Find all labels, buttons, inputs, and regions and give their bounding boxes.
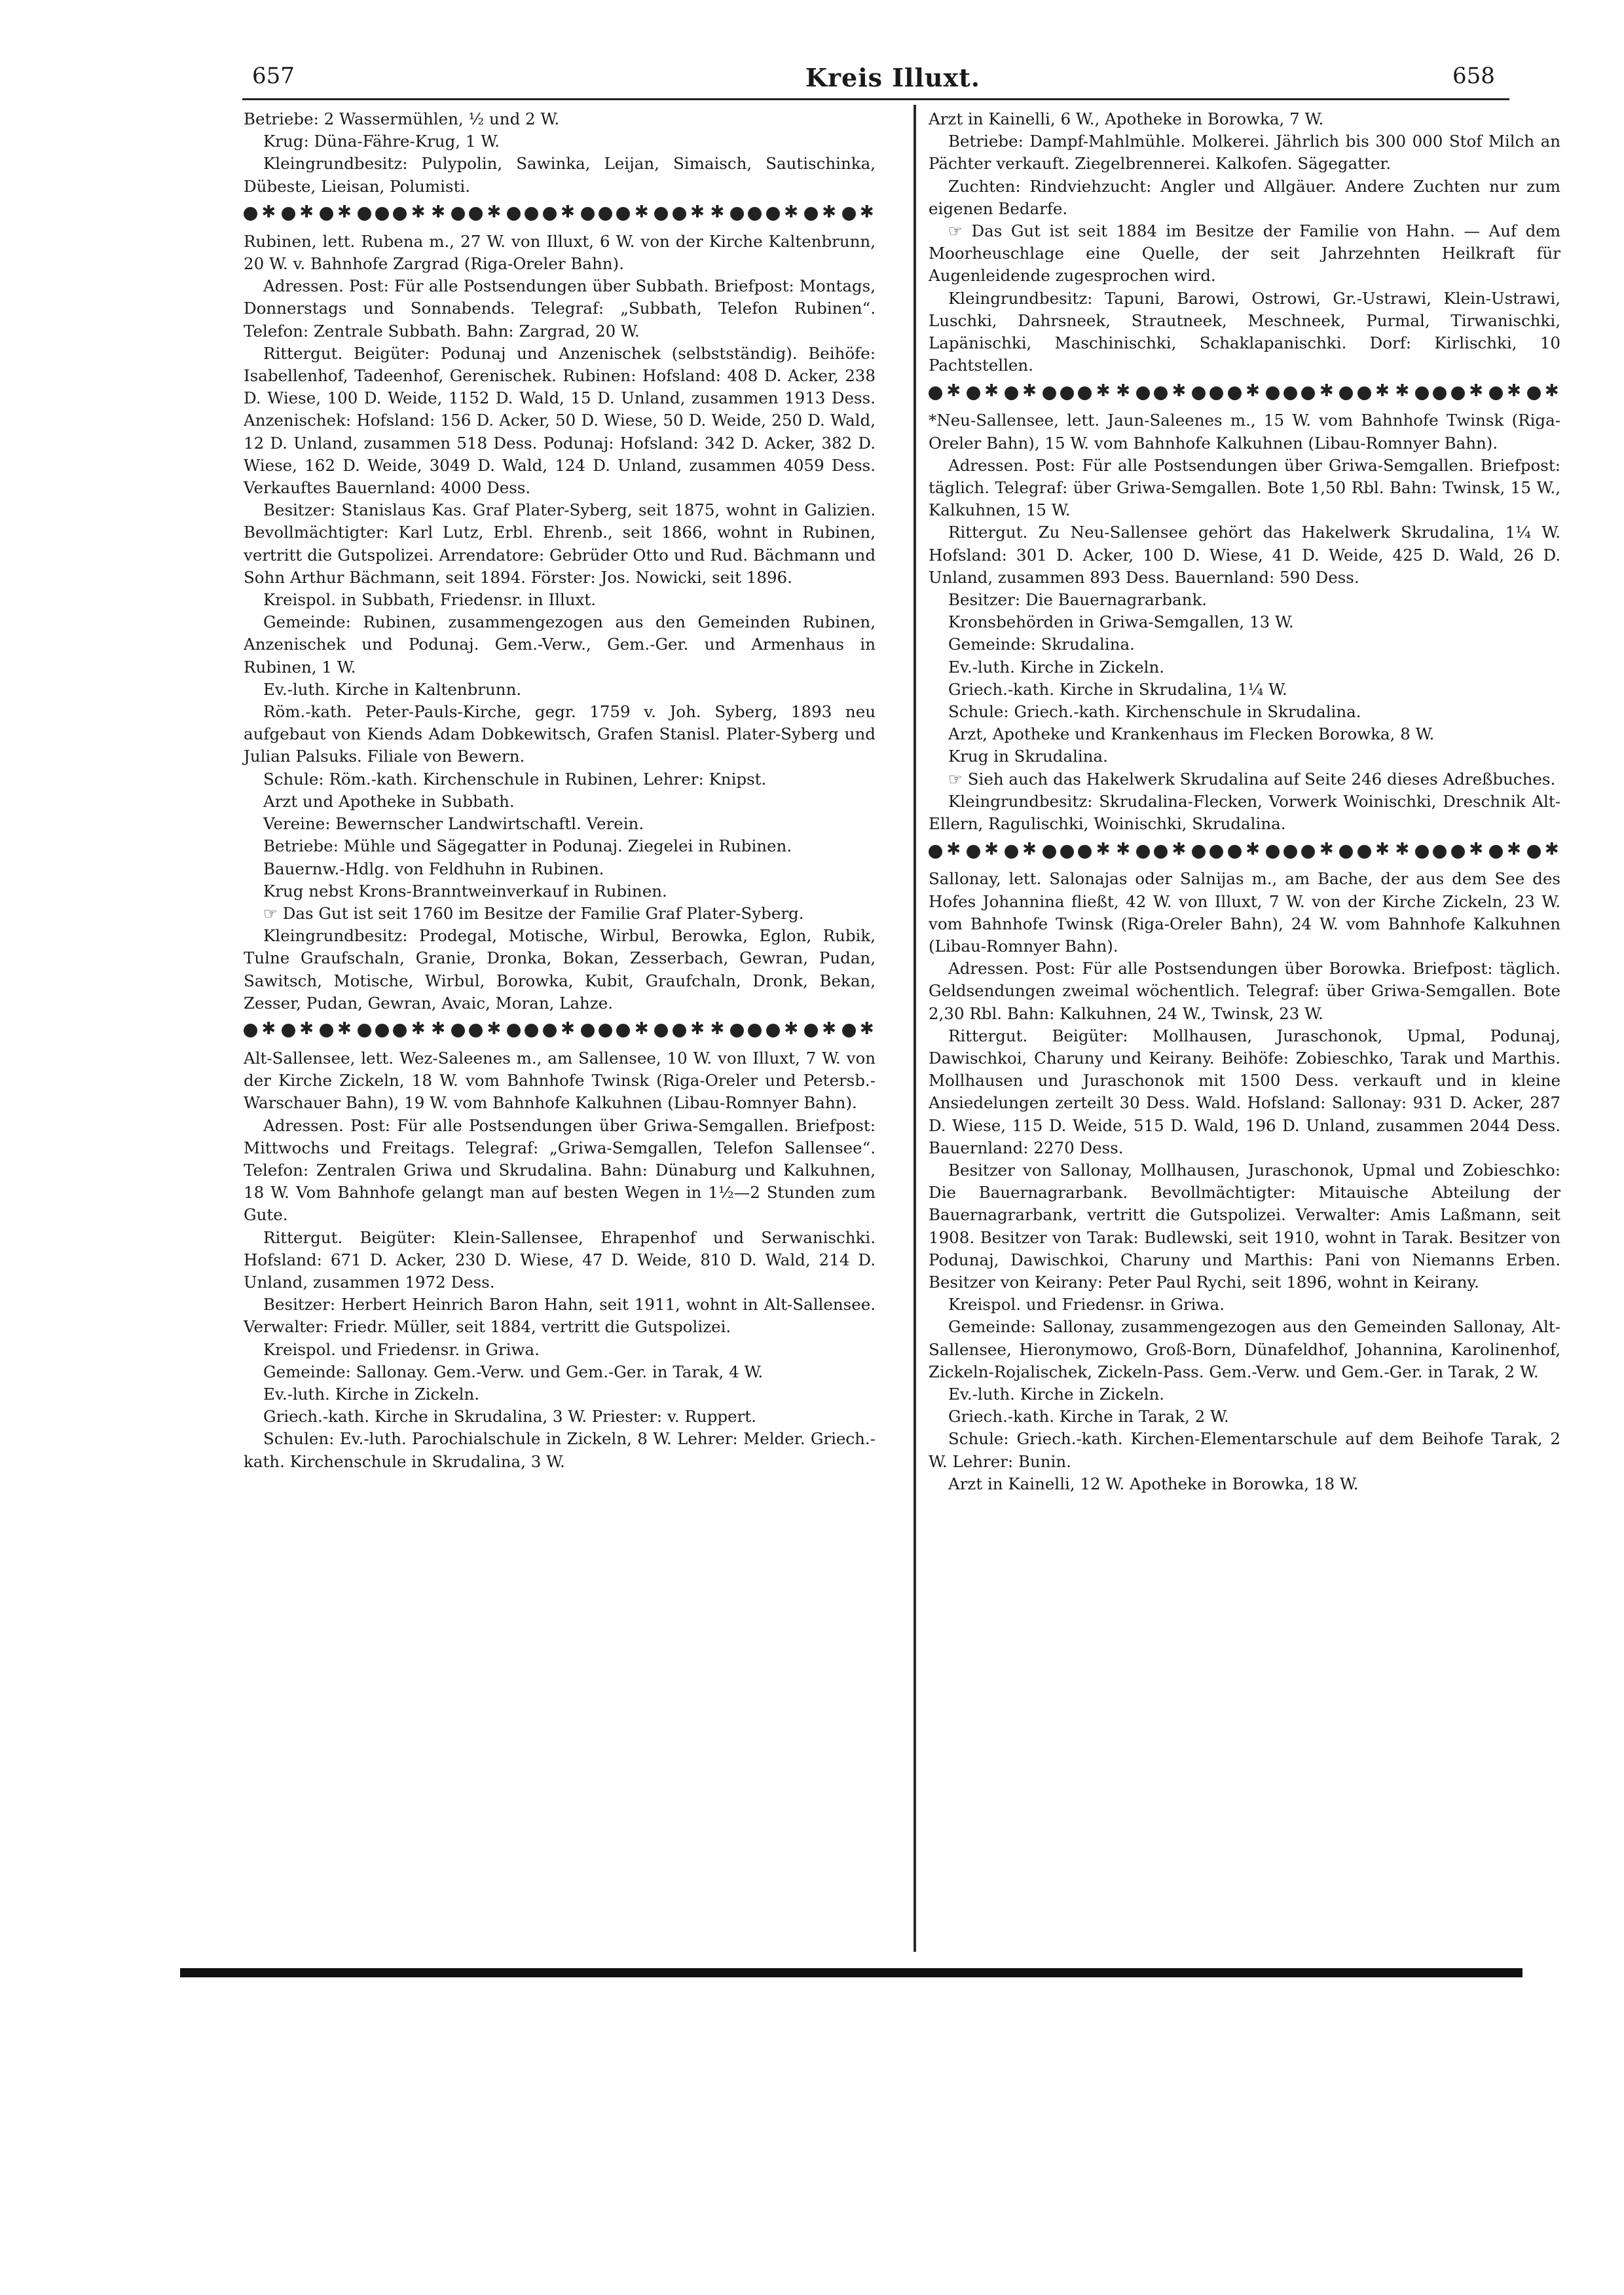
ornament-icon: [244, 207, 257, 221]
ornament-icon: [469, 1024, 483, 1037]
paragraph: Griech.-kath. Kirche in Skrudalina, 3 W. Priester: v. Ruppert.: [263, 1407, 756, 1427]
paragraph: Gemeinde: Sallonay, zusammengezogen aus den Gemeinden Sallonay, Alt-Sallensee, Hieronymowo, Groß-Born, Dünafeldhof, Johannina, Karolinenhof, Zickeln-Rojalischek, Zickeln-Pass. Gem.-Verw. und Gem.-Ger. in Tarak, 2 W.: [929, 1317, 1560, 1381]
ornament-icon: [1433, 386, 1447, 400]
ornament-icon: [1136, 386, 1150, 400]
paragraph: Adressen. Post: Für alle Postsendungen über Griwa-Semgallen. Briefpost: Mittwochs und Freitags. Telegraf: „Griwa-Semgallen, Telefon Sallensee“. Telefon: Zentralen Griwa und Skrudalina. Bahn: Dünaburg und Kalkuhnen, 18 W. Vom Bahnhofe gelangt man auf besten Wegen in 1½—2 Stunden zum Gute.: [244, 1115, 876, 1225]
ornament-icon: [1043, 386, 1056, 400]
paragraph: Gemeinde: Skrudalina.: [948, 635, 1135, 654]
paragraph: Betriebe: Mühle und Sägegatter in Podunaj. Ziegelei in Rubinen.: [263, 836, 792, 856]
paragraph: Rittergut. Beigüter: Podunaj und Anzenischek (selbstständig). Beihöfe: Isabellenhof, Tadeenhof, Gerenischek. Rubinen: Hofsland: 408 D. Acker, 238 D. Wiese, 100 D. Weide, 1152 D. Wald, 15 D. Unland, zusammen 1913 Dess. Anzenischek: Hofsland: 156 D. Acker, 50 D. Wiese, 50 D. Weide, 250 D. Wald, 12 D. Unland, zusammen 518 Dess. Podunaj: Hofsland: 342 D. Acker, 382 D. Wiese, 162 D. Weide, 3049 D. Wald, 124 D. Unland, zusammen 4059 Dess. Verkauftes Bauernland: 4000 Dess.: [244, 343, 876, 498]
ornament-icon: [543, 207, 557, 221]
ornament-icon: [766, 207, 780, 221]
ornament-icon: [1395, 385, 1411, 401]
ornament-icon: [1469, 385, 1485, 401]
ornament-icon: [1116, 844, 1132, 859]
ornament-icon: [929, 845, 942, 859]
paragraph: Adressen. Post: Für alle Postsendungen über Borowka. Briefpost: täglich. Geldsendungen zweimal wöchentlich. Telegraf: über Griwa-Semgallen. Bote 2,30 Rbl. Bahn: Kalkuhnen, 24 W., Twinsk, 23 W.: [929, 959, 1560, 1023]
ornament-icon: [1209, 386, 1223, 400]
ornament-icon: [967, 386, 980, 400]
paragraph: Kreispol. und Friedensr. in Griwa.: [948, 1295, 1225, 1315]
ornament-icon: [299, 206, 315, 222]
left-column: [244, 108, 876, 1473]
ornament-icon: [766, 1024, 780, 1037]
paragraph: Arzt, Apotheke und Krankenhaus im Flecken Borowka, 8 W.: [948, 724, 1435, 744]
paragraph: Krug: Düna-Fähre-Krug, 1 W.: [263, 132, 500, 151]
ornament-icon: [1209, 845, 1223, 859]
ornament-icon: [730, 207, 744, 221]
ornament-icon: [1415, 386, 1429, 400]
ornament-icon: [929, 386, 942, 400]
bottom-rule: [180, 1968, 1522, 1977]
paragraph: Rittergut. Beigüter: Klein-Sallensee, Ehrapenhof und Serwanischki. Hofsland: 671 D. Acker, 230 D. Wiese, 47 D. Weide, 810 D. Wald, 214 D. Unland, zusammen 1972 Dess.: [244, 1227, 876, 1292]
paragraph: Rittergut. Beigüter: Mollhausen, Juraschonok, Upmal, Podunaj, Dawischkoi, Charuny und Keirany. Beihöfe: Zobieschko, Tarak und Marthis. Mollhausen und Juraschonok mit 1500 Dess. verkauft und in kleine Ansiedelungen zerteilt 30 Dess. Wald. Hofsland: Sallonay: 931 D. Acker, 287 D. Wiese, 115 D. Weide, 515 D. Wald, 196 D. Unland, zusammen 2044 Dess. Bauernland: 2270 Dess.: [929, 1026, 1560, 1157]
ornament-icon: [1507, 385, 1522, 401]
ornament-icon: [1022, 385, 1038, 401]
ornament-icon: [431, 1023, 447, 1039]
paragraph: Ev.-luth. Kirche in Zickeln.: [948, 1384, 1165, 1404]
ornament-icon: [842, 1024, 856, 1037]
ornament-icon: [525, 1024, 538, 1037]
paragraph: Griech.-kath. Kirche in Skrudalina, 1¼ W.: [948, 679, 1287, 699]
paragraph: Krug in Skrudalina.: [948, 747, 1108, 766]
ornament-icon: [946, 844, 962, 859]
ornament-icon: [561, 206, 576, 222]
paragraph: Gemeinde: Sallonay. Gem.-Verw. und Gem.-Ger. in Tarak, 4 W.: [263, 1362, 764, 1381]
ornament-icon: [1320, 385, 1335, 401]
ornament-icon: [525, 207, 538, 221]
page-title: Kreis Illuxt.: [805, 63, 980, 92]
ornament-icon: [1527, 845, 1541, 859]
ornament-icon: [1246, 385, 1261, 401]
ornament-icon: [1433, 845, 1447, 859]
header-rule: [242, 98, 1509, 100]
ornament-icon: [1451, 386, 1465, 400]
ornament-icon: [635, 1023, 650, 1039]
ornament-icon: [1469, 844, 1485, 859]
ornament-icon: [984, 385, 1000, 401]
ornament-icon: [1266, 845, 1280, 859]
ornament-icon: [635, 206, 650, 222]
ornament-icon: [507, 207, 521, 221]
right-column: [929, 108, 1560, 1495]
ornament-icon: [654, 207, 668, 221]
ornament-icon: [710, 206, 726, 222]
entry-heading-paragraph: *Neu-Sallensee, lett. Jaun-Saleenes m., 15 W. vom Bahnhofe Twinsk (Riga-Oreler Bahn), 15 W. vom Bahnhofe Kalkuhnen (Libau-Romnyer Bahn).: [929, 411, 1560, 453]
ornament-icon: [1357, 845, 1371, 859]
ornament-icon: [358, 207, 371, 221]
ornament-icon: [320, 1024, 333, 1037]
ornament-icon: [411, 206, 427, 222]
ornament-icon: [1320, 844, 1335, 859]
ornament-icon: [1375, 385, 1391, 401]
ornament-icon: [1283, 845, 1297, 859]
ornament-icon: [673, 1024, 686, 1037]
ornament-icon: [804, 1024, 818, 1037]
ornament-icon: [299, 1023, 315, 1039]
ornament-icon: [822, 206, 838, 222]
paragraph: Ev.-luth. Kirche in Kaltenbrunn.: [263, 679, 522, 699]
ornament-icon: [1357, 386, 1371, 400]
ornament-icon: [581, 1024, 595, 1037]
paragraph: Gemeinde: Rubinen, zusammengezogen aus den Gemeinden Rubinen, Anzenischek und Podunaj. Gem.-Verw., Gem.-Ger. und Armenhaus in Rubinen, 1 W.: [244, 612, 876, 677]
ornament-icon: [1005, 845, 1018, 859]
ornament-icon: [616, 207, 630, 221]
ornament-icon: [860, 1023, 876, 1039]
paragraph: Kleingrundbesitz: Skrudalina-Flecken, Vorwerk Woinischki, Dreschnik Alt-Ellern, Ragulischki, Woinischki, Skrudalina.: [929, 791, 1560, 834]
paragraph: Kreispol. in Subbath, Friedensr. in Illuxt.: [263, 590, 597, 610]
ornament-icon: [1192, 386, 1206, 400]
ornament-icon: [393, 207, 407, 221]
ornament-icon: [1375, 844, 1391, 859]
ornament-icon: [282, 207, 295, 221]
ornament-icon: [599, 1024, 612, 1037]
ornament-divider: [929, 840, 1560, 863]
ornament-icon: [1078, 845, 1092, 859]
ornament-icon: [393, 1024, 407, 1037]
column-divider: [913, 105, 916, 1952]
paragraph: Kronsbehörden in Griwa-Semgallen, 13 W.: [948, 612, 1294, 632]
ornament-icon: [984, 844, 1000, 859]
ornament-icon: [1246, 844, 1261, 859]
paragraph: Bauernw.-Hdlg. von Feldhuhn in Rubinen.: [263, 859, 604, 878]
ornament-icon: [337, 206, 353, 222]
ornament-icon: [748, 1024, 762, 1037]
ornament-icon: [469, 207, 483, 221]
ornament-icon: [282, 1024, 295, 1037]
ornament-icon: [1339, 386, 1353, 400]
ornament-icon: [599, 207, 612, 221]
paragraph: Rittergut. Zu Neu-Sallensee gehört das Hakelwerk Skrudalina, 1¼ W. Hofsland: 301 D. Acker, 100 D. Wiese, 41 D. Weide, 425 D. Wald, 26 D. Unland, zusammen 893 Dess. Bauernland: 590 Dess.: [929, 523, 1560, 587]
entry-heading-paragraph: Sallonay, lett. Salonajas oder Salnijas m., am Bache, der aus dem See des Hofes Johannina fließt, 42 W. von Illuxt, 7 W. von der Kirche Zickeln, 23 W. vom Bahnhofe Twinsk (Riga-Oreler Bahn), 24 W. vom Bahnhofe Kalkuhnen (Libau-Romnyer Bahn).: [929, 869, 1560, 956]
ornament-icon: [1154, 845, 1168, 859]
paragraph: Zuchten: Rindviehzucht: Angler und Allgäuer. Andere Zuchten nur zum eigenen Bedarfe.: [929, 176, 1560, 218]
ornament-icon: [507, 1024, 521, 1037]
paragraph: Besitzer von Sallonay, Mollhausen, Juraschonok, Upmal und Zobieschko: Die Bauernagrarbank. Bevollmächtigter: Mitauische Abteilung der Bauernagrarbank, vertritt die Gutspolizei. Verwalter: Amis Laßmann, seit 1908. Besitzer von Tarak: Budlewski, seit 1910, wohnt in Tarak. Besitzer von Podunaj, Dawischkoi, Charuny und Marthis: Pani von Niemanns Erben. Besitzer von Keirany: Peter Paul Rychi, seit 1896, wohnt in Keirany.: [929, 1160, 1560, 1292]
paragraph: Kleingrundbesitz: Pulypolin, Sawinka, Leijan, Simaisch, Sautischinka, Dübeste, Lieisan, Polumisti.: [244, 154, 876, 196]
paragraph: Ev.-luth. Kirche in Zickeln.: [948, 657, 1165, 677]
ornament-icon: [690, 206, 706, 222]
ornament-icon: [543, 1024, 557, 1037]
ornament-icon: [244, 1024, 257, 1037]
paragraph: Schule: Griech.-kath. Kirchenschule in Skrudalina.: [948, 702, 1361, 722]
ornament-icon: [1228, 386, 1242, 400]
entry-heading-paragraph: Rubinen, lett. Rubena m., 27 W. von Illuxt, 6 W. von der Kirche Kaltenbrunn, 20 W. v. Bahnhofe Zargrad (Riga-Oreler Bahn).: [244, 231, 876, 274]
ornament-icon: [784, 1023, 800, 1039]
paragraph: Arzt in Kainelli, 12 W. Apotheke in Borowka, 18 W.: [948, 1474, 1359, 1493]
ornament-icon: [1489, 386, 1503, 400]
ornament-icon: [1154, 386, 1168, 400]
ornament-icon: [487, 1023, 502, 1039]
ornament-icon: [1451, 845, 1465, 859]
ornament-icon: [1136, 845, 1150, 859]
page-number-right: 658: [1452, 63, 1495, 89]
paragraph: ☞ Das Gut ist seit 1760 im Besitze der Familie Graf Plater-Syberg.: [263, 903, 804, 923]
ornament-icon: [1172, 844, 1187, 859]
paragraph: Besitzer: Herbert Heinrich Baron Hahn, seit 1911, wohnt in Alt-Sallensee. Verwalter: Friedr. Müller, seit 1884, vertritt die Gutspolizei.: [244, 1295, 876, 1337]
ornament-icon: [1096, 844, 1112, 859]
ornament-icon: [1507, 844, 1522, 859]
ornament-icon: [261, 1023, 277, 1039]
ornament-icon: [451, 207, 465, 221]
paragraph: Griech.-kath. Kirche in Tarak, 2 W.: [948, 1407, 1229, 1427]
ornament-icon: [411, 1023, 427, 1039]
paragraph: Kleingrundbesitz: Tapuni, Barowi, Ostrowi, Gr.-Ustrawi, Klein-Ustrawi, Luschki, Dahrsneek, Strautneek, Meschneek, Purmal, Tirwanischki, Lapänischki, Maschinischki, Schaklapanischki. Dorf: Kirlischki, 10 Pachtstellen.: [929, 288, 1560, 375]
ornament-icon: [375, 207, 389, 221]
ornament-icon: [1060, 845, 1074, 859]
paragraph: Schule: Griech.-kath. Kirchen-Elementarschule auf dem Beihofe Tarak, 2 W. Lehrer: Bunin.: [929, 1429, 1560, 1471]
ornament-icon: [967, 845, 980, 859]
ornament-icon: [1339, 845, 1353, 859]
ornament-icon: [1096, 385, 1112, 401]
ornament-icon: [431, 206, 447, 222]
paragraph: Vereine: Bewernscher Landwirtschaftl. Verein.: [263, 814, 644, 834]
ornament-icon: [1301, 845, 1315, 859]
ornament-icon: [822, 1023, 838, 1039]
ornament-icon: [1060, 386, 1074, 400]
paragraph: Kleingrundbesitz: Prodegal, Motische, Wirbul, Berowka, Eglon, Rubik, Tulne Graufschaln, Granie, Dronka, Bokan, Zesserbach, Gewran, Pudan, Sawitsch, Motische, Wirbul, Borowka, Kubit, Graufchaln, Dronk, Bekan, Zesser, Pudan, Gewran, Avaic, Moran, Lahze.: [244, 926, 876, 1013]
ornament-icon: [1172, 385, 1187, 401]
ornament-icon: [261, 206, 277, 222]
paragraph: Betriebe: 2 Wassermühlen, ½ und 2 W.: [244, 109, 560, 128]
ornament-icon: [1545, 844, 1560, 859]
ornament-icon: [1415, 845, 1429, 859]
paragraph: Röm.-kath. Peter-Pauls-Kirche, gegr. 1759 v. Joh. Syberg, 1893 neu aufgebaut von Kiends Adam Dobkewitsch, Grafen Stanisl. Plater-Syberg und Julian Palsuks. Filiale von Bewern.: [244, 702, 876, 766]
ornament-icon: [946, 385, 962, 401]
paragraph: Ev.-luth. Kirche in Zickeln.: [263, 1384, 480, 1404]
paragraph: ☞ Das Gut ist seit 1884 im Besitze der Familie von Hahn. — Auf dem Moorheuschlage eine Quelle, der seit Jahrzehnten Heilkraft für Augenleidende zugesprochen wird.: [929, 221, 1560, 286]
ornament-icon: [654, 1024, 668, 1037]
entry-heading-paragraph: Alt-Sallensee, lett. Wez-Saleenes m., am Sallensee, 10 W. von Illuxt, 7 W. von der Kirche Zickeln, 18 W. vom Bahnhofe Twinsk (Riga-Oreler und Petersb.-Warschauer Bahn), 19 W. vom Bahnhofe Kalkuhnen (Libau-Romnyer Bahn).: [244, 1048, 876, 1113]
ornament-icon: [1283, 386, 1297, 400]
ornament-icon: [1266, 386, 1280, 400]
ornament-icon: [1005, 386, 1018, 400]
ornament-icon: [451, 1024, 465, 1037]
paragraph: Besitzer: Stanislaus Kas. Graf Plater-Syberg, seit 1875, wohnt in Galizien. Bevollmächtigter: Karl Lutz, Erbl. Ehrenb., seit 1866, wohnt in Rubinen, vertritt die Gutspolizei. Arrendatore: Gebrüder Otto und Rud. Bächmann und Sohn Arthur Bächmann, seit 1894. Förster: Jos. Nowicki, seit 1896.: [244, 500, 876, 587]
ornament-divider: [244, 1020, 876, 1042]
ornament-icon: [1192, 845, 1206, 859]
ornament-icon: [1116, 385, 1132, 401]
ornament-icon: [748, 207, 762, 221]
ornament-icon: [616, 1024, 630, 1037]
ornament-icon: [1395, 844, 1411, 859]
ornament-icon: [337, 1023, 353, 1039]
ornament-icon: [1228, 845, 1242, 859]
ornament-icon: [710, 1023, 726, 1039]
paragraph: Krug nebst Krons-Branntweinverkauf in Rubinen.: [263, 881, 667, 901]
ornament-icon: [1545, 385, 1560, 401]
paragraph: Schulen: Ev.-luth. Parochialschule in Zickeln, 8 W. Lehrer: Melder. Griech.-kath. Kirchenschule in Skrudalina, 3 W.: [244, 1429, 876, 1471]
ornament-icon: [1527, 386, 1541, 400]
ornament-icon: [730, 1024, 744, 1037]
ornament-icon: [1489, 845, 1503, 859]
ornament-divider: [244, 203, 876, 225]
paragraph: Adressen. Post: Für alle Postsendungen über Griwa-Semgallen. Briefpost: täglich. Telegraf: über Griwa-Semgallen. Bote 1,50 Rbl. Bahn: Twinsk, 15 W., Kalkuhnen, 15 W.: [929, 455, 1560, 520]
ornament-icon: [1078, 386, 1092, 400]
paragraph: ☞ Sieh auch das Hakelwerk Skrudalina auf Seite 246 dieses Adreßbuches.: [948, 769, 1556, 789]
ornament-icon: [673, 207, 686, 221]
paragraph: Besitzer: Die Bauernagrarbank.: [948, 590, 1208, 610]
paragraph: Arzt in Kainelli, 6 W., Apotheke in Borowka, 7 W.: [929, 109, 1324, 128]
ornament-icon: [581, 207, 595, 221]
ornament-icon: [320, 207, 333, 221]
paragraph: Arzt und Apotheke in Subbath.: [263, 791, 515, 811]
paragraph: Schule: Röm.-kath. Kirchenschule in Rubinen, Lehrer: Knipst.: [263, 769, 767, 789]
ornament-icon: [784, 206, 800, 222]
ornament-icon: [1043, 845, 1056, 859]
ornament-icon: [860, 206, 876, 222]
ornament-icon: [804, 207, 818, 221]
page-number-left: 657: [252, 63, 295, 89]
ornament-icon: [1022, 844, 1038, 859]
paragraph: Kreispol. und Friedensr. in Griwa.: [263, 1339, 540, 1359]
paragraph: Adressen. Post: Für alle Postsendungen über Subbath. Briefpost: Montags, Donnerstags und Sonnabends. Telegraf: „Subbath, Telefon Rubinen“. Telefon: Zentrale Subbath. Bahn: Zargrad, 20 W.: [244, 276, 876, 341]
ornament-icon: [1301, 386, 1315, 400]
ornament-icon: [358, 1024, 371, 1037]
ornament-icon: [487, 206, 502, 222]
paragraph: Betriebe: Dampf-Mahlmühle. Molkerei. Jährlich bis 300 000 Stof Milch an Pächter verkauft. Ziegelbrennerei. Kalkofen. Sägegatter.: [929, 132, 1560, 174]
ornament-icon: [842, 207, 856, 221]
ornament-icon: [561, 1023, 576, 1039]
ornament-icon: [375, 1024, 389, 1037]
ornament-icon: [690, 1023, 706, 1039]
ornament-divider: [929, 382, 1560, 404]
